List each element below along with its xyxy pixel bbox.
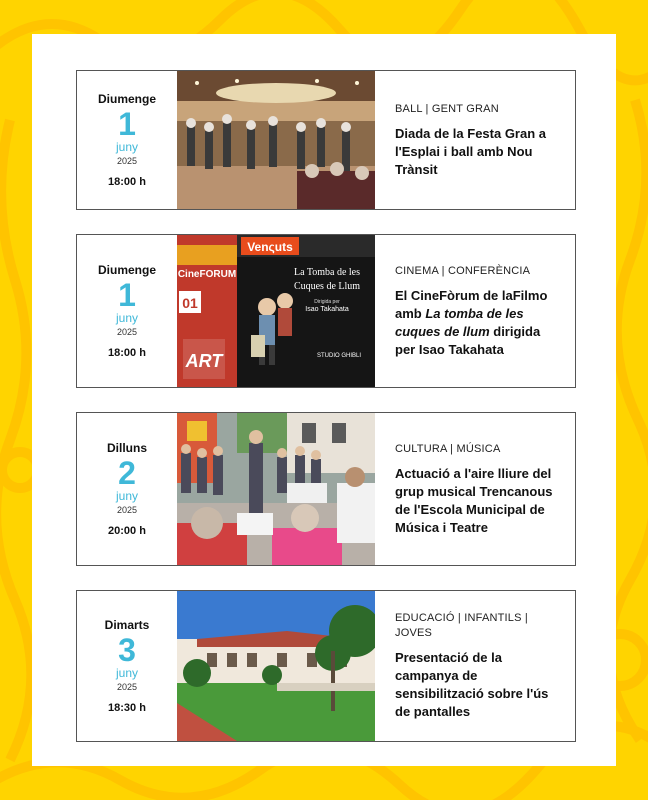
event-time: 18:30 h xyxy=(108,702,146,714)
event-weekday: Dilluns xyxy=(106,441,147,455)
school-building-photo xyxy=(177,591,375,741)
event-month: juny xyxy=(115,666,138,680)
event-title[interactable]: Diada de la Festa Gran a l'Esplai i ball amb Nou Trànsit xyxy=(395,125,547,177)
poster-art-logo xyxy=(183,339,225,379)
event-category: CULTURA | MÚSICA xyxy=(395,442,501,455)
event-weekday: Diumenge xyxy=(97,263,156,277)
event-month: juny xyxy=(115,489,138,503)
event-card[interactable] xyxy=(76,412,576,566)
event-time: 18:00 h xyxy=(108,347,146,359)
event-date xyxy=(77,591,177,741)
poster-brand-top: Venςuts xyxy=(247,240,293,254)
event-category: EDUCACIÓ | INFANTILS | JOVES xyxy=(395,612,528,639)
event-info xyxy=(375,591,575,741)
ballroom-dance-photo xyxy=(177,71,375,209)
event-day: 3 xyxy=(118,632,136,668)
event-day: 1 xyxy=(118,277,136,313)
event-time: 18:00 h xyxy=(108,176,146,188)
event-info xyxy=(375,235,575,387)
poster-date-badge: 01 xyxy=(182,295,198,311)
event-date xyxy=(77,235,177,387)
event-card[interactable] xyxy=(76,234,576,388)
event-card[interactable] xyxy=(76,590,576,742)
event-day: 1 xyxy=(118,106,136,142)
event-weekday: Dimarts xyxy=(104,618,150,632)
outdoor-music-photo xyxy=(177,413,375,565)
event-title[interactable]: Presentació de la campanya de sensibilització sobre l'ús de pantalles xyxy=(395,650,549,719)
event-date xyxy=(77,71,177,209)
event-time: 20:00 h xyxy=(108,525,146,537)
poster-title-line1: La Tomba de les xyxy=(293,267,361,278)
poster-director: Isao Takahata xyxy=(305,306,349,313)
event-info xyxy=(375,413,575,565)
event-category: BALL | GENT GRAN xyxy=(395,102,499,115)
poster-title-line2: Cuques de Llum xyxy=(293,281,361,292)
event-year: 2025 xyxy=(116,505,138,515)
events-panel xyxy=(32,34,616,766)
poster-director-label: Dirigida per xyxy=(314,299,340,305)
event-month: juny xyxy=(115,140,138,154)
poster-brand-left: CineFORUM xyxy=(177,269,237,280)
event-category: CINEMA | CONFERÈNCIA xyxy=(395,264,531,277)
event-title[interactable]: Actuació a l'aire lliure del grup musical Trencanous de l'Escola Municipal de Música i Teatre xyxy=(395,465,553,535)
svg-text:ART: ART xyxy=(185,351,223,371)
event-day: 2 xyxy=(118,455,136,491)
event-year: 2025 xyxy=(116,327,138,337)
event-year: 2025 xyxy=(116,682,138,692)
event-month: juny xyxy=(115,311,138,325)
event-title[interactable]: El CineFòrum de laFilmo amb La tomba de les cuques de llum dirigida per Isao Takahata xyxy=(395,287,548,357)
poster-studio: STUDIO GHIBLI xyxy=(316,353,362,359)
event-weekday: Diumenge xyxy=(97,92,156,106)
event-card[interactable] xyxy=(76,70,576,210)
event-info xyxy=(375,71,575,209)
event-year: 2025 xyxy=(116,156,138,166)
film-poster xyxy=(177,235,375,387)
event-date xyxy=(77,413,177,565)
